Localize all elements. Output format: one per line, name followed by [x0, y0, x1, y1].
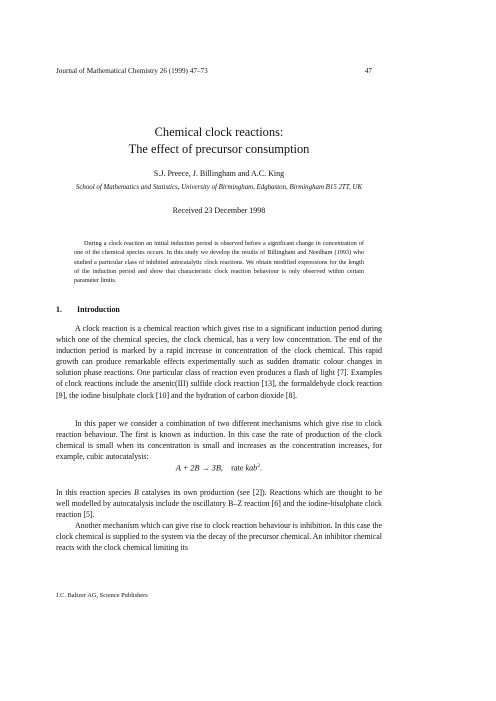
publisher-footer: J.C. Baltzer AG, Science Publishers	[56, 592, 148, 599]
equation-rate-word: rate	[231, 463, 244, 473]
equation-lhs: A + 2B → 3B,	[175, 463, 223, 473]
equation-rate-exponent: 2	[257, 463, 261, 469]
paragraph-4: Another mechanism which can give rise to clock reaction behaviour is inhibition. In this case the clock chemical is supplied to the system via the decay of the precursor chemical. An inhibitor chemical reacts with the clock chemical limiting its	[56, 521, 382, 553]
paper-title	[0, 124, 438, 158]
paragraph-2: In this paper we consider a combination of two different mechanisms which give rise to clock reaction behaviour. The first is known as induction. In this case the rate of production of the clock chemical is small when its concentration is small and increases as the concentration increases, for example, cubic autocatalysis:	[56, 419, 382, 462]
section-number: 1.	[56, 305, 62, 314]
running-header-journal: Journal of Mathematical Chemistry 26 (1999) 47–73	[56, 67, 208, 75]
abstract: During a clock reaction an initial induction period is observed before a significant change in concentration of one of the chemical species occurs. In this study we develop the results of Billingham and Needham (1993) who studied a particular class of inhibited autocatalytic clock reactions. We obtain modified expressions for the length of the induction period and show that characteristic clock reaction behaviour is only observed within certain parameter limits.	[74, 240, 364, 285]
received-date: Received 23 December 1998	[172, 206, 266, 215]
paragraph-1: A clock reaction is a chemical reaction which gives rise to a significant induction period during which one of the chemical species, the clock chemical, has a very low concentration. The end of the induction period is marked by a rapid increase in concentration of the clock chemical. This rapid growth can produce remarkable effects experimentally such as sudden dramatic colour changes in solution phase reactions. One particular class of reaction even produces a flash of light [7]. Examples of clock reactions include the arsenic(III) sulfide clock reaction [13], the formaldehyde clock reaction [9], the iodine bisulphate clock [10] and the hydration of carbon dioxide [8].	[56, 324, 382, 400]
page-number: 47	[364, 67, 372, 75]
authors: S.J. Preece, J. Billingham and A.C. King	[153, 169, 285, 178]
section-heading	[56, 305, 120, 314]
paragraph-3-start: In this reaction species	[56, 488, 134, 497]
paragraph-3-end: catalyses its own production (see [2]). Reactions which are thought to be well modelled by autocatalysis include the oscillatory B–Z reaction [6] and the iodine-bisulphate clock reaction [5].	[56, 488, 382, 520]
section-title: Introduction	[77, 305, 120, 314]
equation-cubic-autocatalysis	[0, 463, 438, 473]
title-line-1: Chemical clock reactions:	[154, 125, 284, 139]
paragraph-3	[56, 487, 382, 520]
paragraph-3-variable: B	[133, 488, 139, 497]
equation-rate-expression: kab	[245, 463, 258, 473]
equation-end: .	[260, 463, 263, 473]
title-line-2: The effect of precursor consumption	[128, 142, 310, 156]
affiliation: School of Mathematics and Statistics, University of Birmingham, Edgbaston, Birmingham B15 2TT, UK	[75, 184, 363, 191]
